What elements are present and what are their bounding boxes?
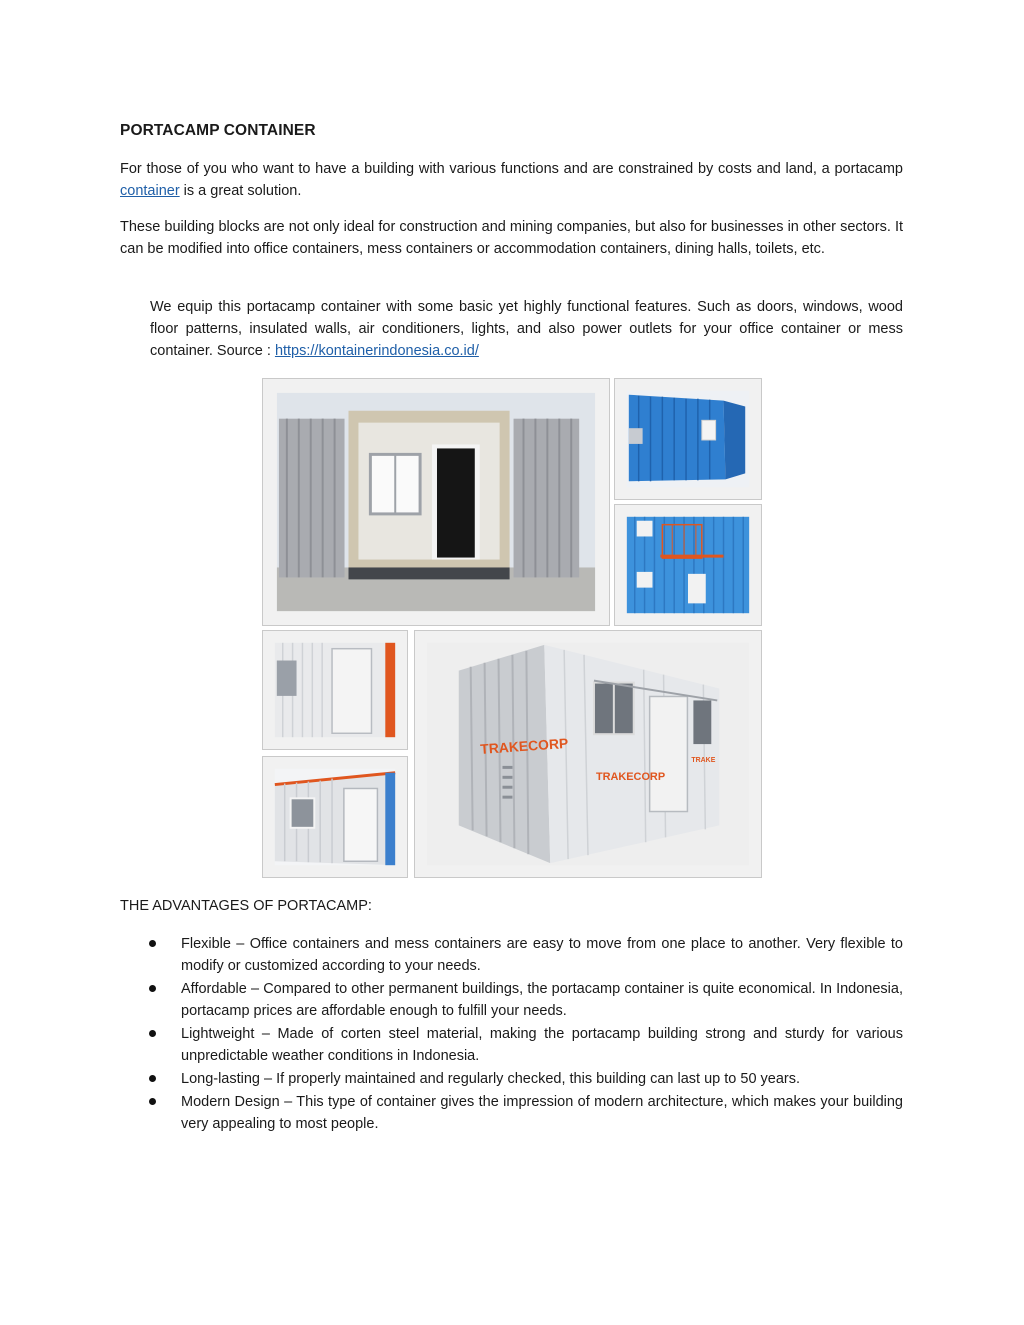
branded-container-photo	[414, 630, 762, 878]
advantage-text: Long-lasting – If properly maintained and regularly checked, this building can last up to 50 years.	[181, 1071, 801, 1087]
advantage-text: Flexible – Office containers and mess containers are easy to move from one place to another. Very flexible to modify or customized according to your needs.	[181, 936, 903, 974]
advantages-heading: THE ADVANTAGES OF PORTACAMP:	[120, 898, 372, 914]
list-item	[120, 933, 903, 977]
source-link[interactable]: https://kontainerindonesia.co.id/	[274, 343, 479, 359]
bullet-icon	[149, 1098, 156, 1105]
bullet-icon	[149, 1030, 156, 1037]
list-item	[120, 1023, 903, 1067]
bullet-icon	[149, 940, 156, 947]
quote-text: We equip this portacamp container with some basic yet highly functional features. Such as doors, windows, wood floor patterns, insulated walls, air conditioners, lights, and also power outlets for your office container or mess container. Source :	[150, 299, 903, 359]
advantage-text: Affordable – Compared to other permanent buildings, the portacamp container is quite economical. In Indonesia, portacamp prices are affordable enough to fulfill your needs.	[181, 981, 903, 1019]
bullet-icon	[149, 1075, 156, 1082]
container-link[interactable]: container	[120, 183, 180, 199]
list-item	[120, 1068, 903, 1090]
container-photo-collage	[262, 378, 762, 878]
advantages-list	[120, 933, 903, 1136]
svg-text:TRAKECORP: TRAKECORP	[595, 770, 666, 783]
features-quote	[150, 296, 903, 362]
intro-text: For those of you who want to have a building with various functions and are constrained by costs and land, a portacamp	[120, 161, 903, 177]
intro-paragraph	[120, 158, 903, 202]
svg-text:TRAKECORP: TRAKECORP	[479, 734, 569, 757]
white-door-container-photo	[262, 630, 408, 750]
list-item	[120, 978, 903, 1022]
bullet-icon	[149, 985, 156, 992]
page-title: PORTACAMP CONTAINER	[120, 122, 316, 139]
paragraph-uses: These building blocks are not only ideal for construction and mining companies, but also for businesses in other sectors. It can be modified into office containers, mess containers or accommodation containers, dining halls, toilets, etc.	[120, 219, 903, 257]
svg-text:TRAKE: TRAKE	[691, 756, 716, 764]
blue-container-photo	[614, 378, 762, 500]
stacked-containers-photo	[614, 504, 762, 626]
white-window-container-photo	[262, 756, 408, 878]
open-container-photo	[262, 378, 610, 626]
list-item	[120, 1091, 903, 1135]
advantage-text: Modern Design – This type of container gives the impression of modern architecture, which makes your building very appealing to most people.	[181, 1094, 903, 1132]
intro-text-end: is a great solution.	[179, 183, 302, 199]
advantage-text: Lightweight – Made of corten steel material, making the portacamp building strong and sturdy for various unpredictable weather conditions in Indonesia.	[181, 1026, 903, 1064]
